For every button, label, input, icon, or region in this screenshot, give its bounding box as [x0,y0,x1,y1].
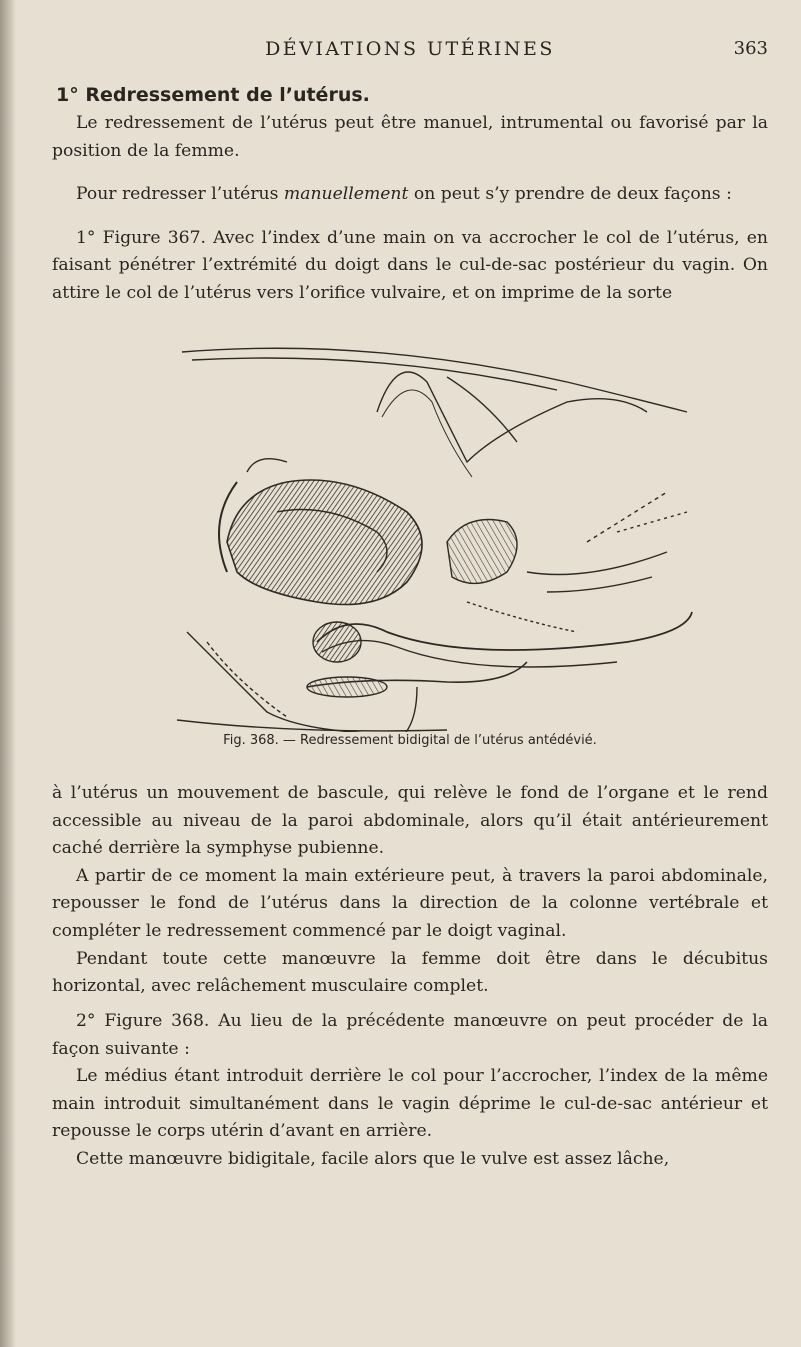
section-title: 1° Redressement de l’utérus. [56,84,370,106]
paragraph-3: 1° Figure 367. Avec l’index d’une main on va accrocher le col de l’utérus, en faisant pénétrer l’extrémité du doigt dans le cul-de-sac postérieur du vagin. On attire le col de l’utérus vers l’orifice vulvaire, et on imprime de la sorte [52,227,768,303]
paragraph-2: Pour redresser l’utérus manuellement on peut s’y prendre de deux façons : [76,184,732,205]
text-block-middle [52,780,768,1001]
text-block-bottom [52,1008,768,1174]
page-number: 363 [733,38,768,59]
paragraph-7: 2° Figure 368. Au lieu de la précédente manœuvre on peut procéder de la façon suivante : [52,1011,768,1059]
text-block-top [52,110,768,308]
paragraph-8: Le médius étant introduit derrière le col pour l’accrocher, l’index de la même main introduit simultanément dans le vagin déprime le cul-de-sac antérieur et repousse le corps utérin d’avant en arrière. [52,1066,768,1142]
figure-368 [147,342,707,732]
figure-caption: Fig. 368. — Redressement bidigital de l’utérus antédévié. [223,733,597,748]
running-title: DÉVIATIONS UTÉRINES [265,38,555,60]
paragraph-5: A partir de ce moment la main extérieure peut, à travers la paroi abdominale, repousser le fond de l’utérus dans la direction de la colonne vertébrale et compléter le redressement commencé par le doigt vaginal. [52,865,768,941]
anatomical-illustration-icon [147,342,707,732]
paragraph-6: Pendant toute cette manœuvre la femme doit être dans le décubitus horizontal, avec relâchement musculaire complet. [52,948,768,997]
paragraph-1: Le redressement de l’utérus peut être manuel, intrumental ou favorisé par la position de la femme. [52,113,768,161]
emphasis-word: manuellement [283,184,409,205]
paragraph-9: Cette manœuvre bidigitale, facile alors que le vulve est assez lâche, [76,1148,670,1169]
paragraph-4: à l’utérus un mouvement de bascule, qui relève le fond de l’organe et le rend accessible au niveau de la paroi abdominale, alors qu’il était antérieurement caché derrière la symphyse pubienne. [52,783,768,859]
running-head [52,38,768,64]
book-binding-shadow [0,0,16,1347]
